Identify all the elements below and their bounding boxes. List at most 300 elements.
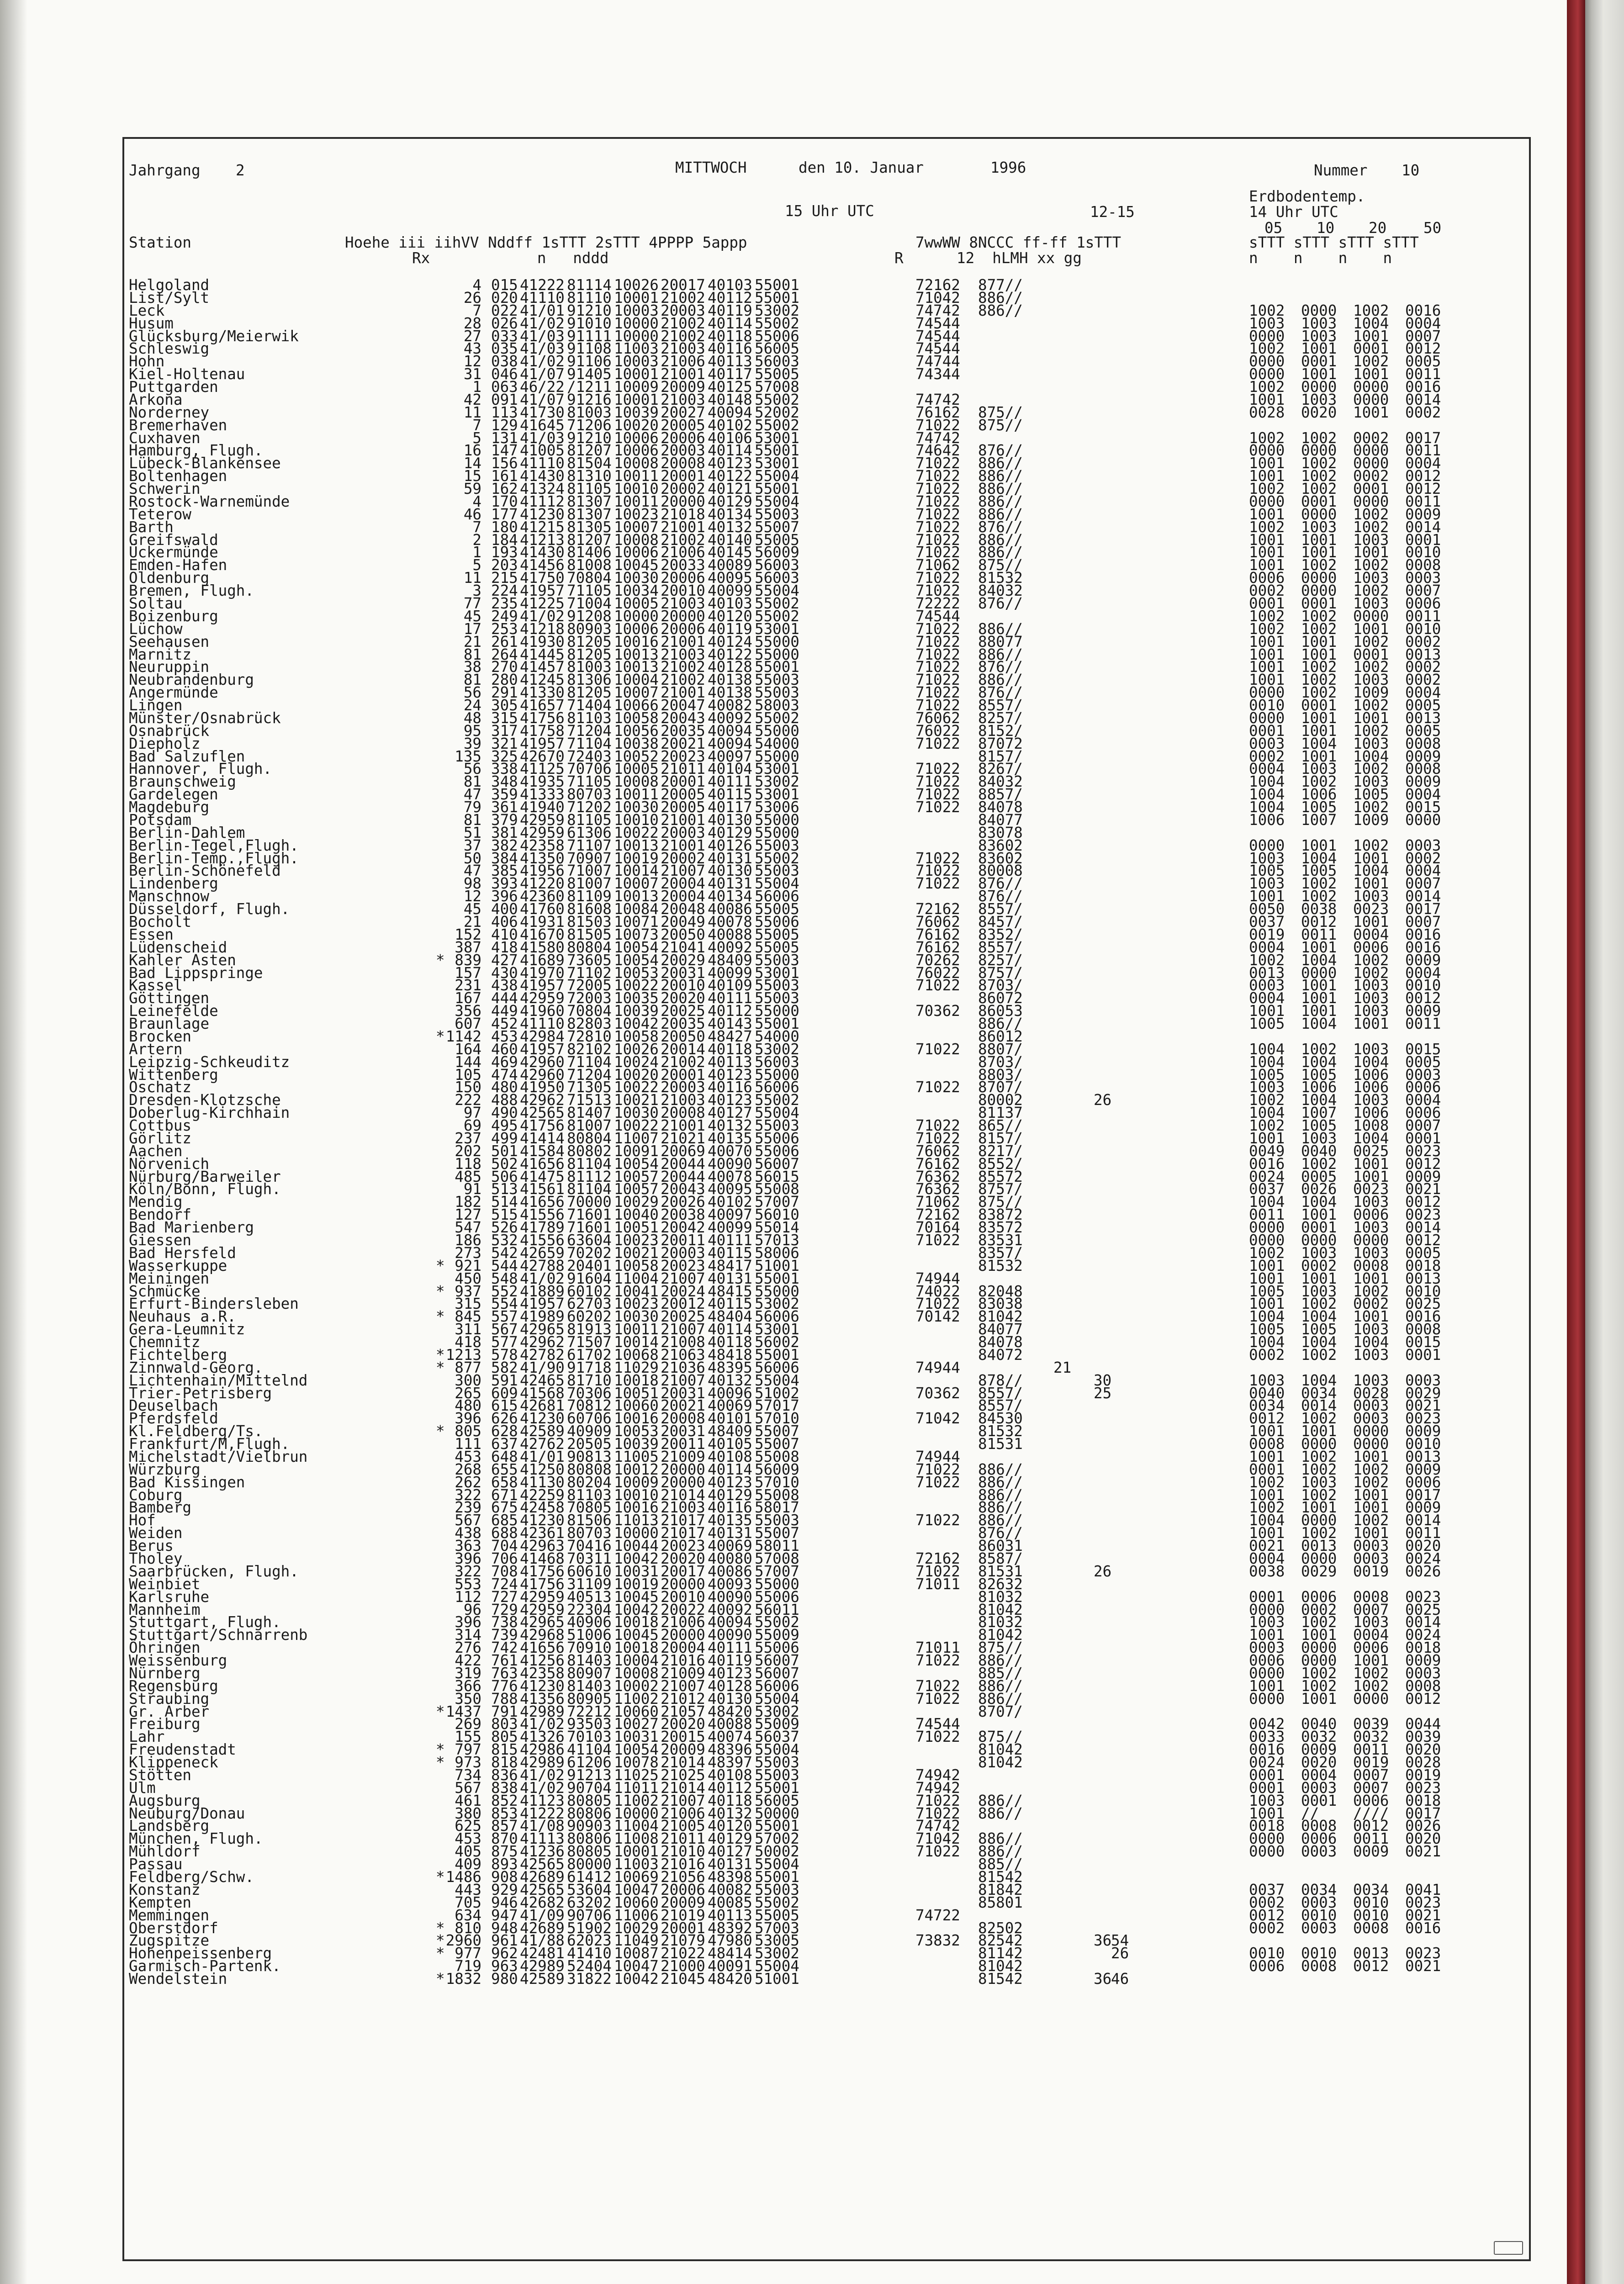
cell-ncc: 8217/ <box>978 1142 1023 1160</box>
cell-s2: 21001 <box>661 633 705 650</box>
cell-a5: 55000 <box>755 811 799 829</box>
cell-ww: 71042 <box>915 289 960 307</box>
cell-s1: 10022 <box>614 1079 659 1096</box>
cell-ncc: 885// <box>978 1856 1023 1873</box>
cell-iihvv: 41/02 <box>520 353 565 370</box>
cell-nddff: 70202 <box>567 1244 612 1262</box>
cell-nddff: 60610 <box>567 1562 612 1580</box>
cell-e50: 0006 <box>1405 1104 1441 1122</box>
cell-iii: 655 <box>491 1460 518 1478</box>
cell-nddff: 61206 <box>567 1754 612 1771</box>
cell-e20: 1002 <box>1353 633 1389 650</box>
cell-p4: 40111 <box>708 773 752 791</box>
cell-iii: 046 <box>491 365 518 383</box>
cell-e10: 1001 <box>1301 531 1337 549</box>
cell-p4: 40121 <box>708 480 752 498</box>
time-wx: 12-15 <box>1090 203 1135 221</box>
cell-hoehe: 461 <box>455 1792 481 1809</box>
cell-hoehe: 3 <box>472 582 481 600</box>
cell-s2: 20003 <box>661 1244 705 1262</box>
cell-iihvv: 41/03 <box>520 327 565 345</box>
cell-iii: 706 <box>491 1550 518 1567</box>
cell-e10: 1004 <box>1301 1091 1337 1109</box>
cell-station: Aachen <box>129 1142 183 1160</box>
cell-e05: 0000 <box>1249 327 1285 345</box>
cell-e50: 0016 <box>1405 925 1441 943</box>
cell-s1: 10031 <box>614 1728 659 1746</box>
cell-hoehe: 17 <box>463 620 481 638</box>
cell-a5: 55006 <box>755 1129 799 1147</box>
cell-iihvv: 41220 <box>520 875 565 893</box>
cell-e50: 0014 <box>1405 888 1441 905</box>
cell-e50: 0009 <box>1405 505 1441 523</box>
cell-s2: 21003 <box>661 645 705 663</box>
cell-a5: 55007 <box>755 518 799 536</box>
cell-ww: 71022 <box>915 518 960 536</box>
cell-e50: 0014 <box>1405 391 1441 408</box>
cell-e10: 1007 <box>1301 811 1337 829</box>
cell-e20: 1002 <box>1353 964 1389 982</box>
cell-iihvv: 41/02 <box>520 1715 565 1733</box>
cell-e10: 1003 <box>1301 314 1337 332</box>
cell-e20: 0001 <box>1353 480 1389 498</box>
cell-nddff: 81104 <box>567 1180 612 1198</box>
cell-iihvv: 41/02 <box>520 1779 565 1797</box>
cell-iii: 738 <box>491 1613 518 1631</box>
cell-station: Bremerhaven <box>129 416 227 434</box>
cell-ncc: 876// <box>978 518 1023 536</box>
cell-iihvv: 46/22 <box>520 378 565 396</box>
cell-e10: 1004 <box>1301 1193 1337 1211</box>
cell-iii: 338 <box>491 760 518 778</box>
cell-nddff: 73605 <box>567 951 612 969</box>
cell-hoehe: 21 <box>463 633 481 650</box>
cell-hoehe: 167 <box>455 989 481 1007</box>
cell-hoehe: 418 <box>455 1333 481 1351</box>
cell-iii: 261 <box>491 633 518 650</box>
soil-title: Erdbodentemp. <box>1249 188 1365 205</box>
cell-ncc: 81042 <box>978 1626 1023 1644</box>
cell-ncc: 84078 <box>978 798 1023 816</box>
cell-hoehe: 443 <box>455 1881 481 1898</box>
cell-e20: 1001 <box>1353 1308 1389 1326</box>
cell-e05: 0006 <box>1249 569 1285 587</box>
cell-s1: 10026 <box>614 276 659 294</box>
cell-e20: 0008 <box>1353 1257 1389 1274</box>
cell-ncc: 86072 <box>978 989 1023 1007</box>
cell-p4: 48427 <box>708 1027 752 1045</box>
cell-ww: 71022 <box>915 1129 960 1147</box>
cell-station: Kempten <box>129 1893 191 1911</box>
cell-e50: 0002 <box>1405 849 1441 867</box>
cell-s2: 21003 <box>661 391 705 408</box>
cell-nddff: 71102 <box>567 964 612 982</box>
cell-iii: 727 <box>491 1588 518 1606</box>
cell-tx: 21 <box>1053 1359 1072 1376</box>
cell-s2: 20009 <box>661 378 705 396</box>
cell-a5: 56006 <box>755 1079 799 1096</box>
cell-iihvv: 41230 <box>520 1512 565 1529</box>
cell-station: Oberstdorf <box>129 1919 218 1937</box>
cell-nddff: 81105 <box>567 811 612 829</box>
cell-p4: 40115 <box>708 786 752 804</box>
cell-p4: 48395 <box>708 1359 752 1376</box>
cell-ncc: 865// <box>978 1117 1023 1135</box>
soil-depth-20: 20 <box>1369 219 1387 237</box>
cell-a5: 58003 <box>755 697 799 714</box>
cell-p4: 40113 <box>708 353 752 370</box>
cell-iii: 406 <box>491 913 518 931</box>
cell-p4: 40134 <box>708 505 752 523</box>
cell-e10: 1002 <box>1301 455 1337 472</box>
cell-a5: 56007 <box>755 1652 799 1670</box>
cell-s1: 10042 <box>614 1970 659 1988</box>
cell-s2: 20044 <box>661 1155 705 1173</box>
cell-e10: 1002 <box>1301 620 1337 638</box>
cell-e05: 1001 <box>1249 1269 1285 1287</box>
cell-e20: 1001 <box>1353 1652 1389 1670</box>
cell-e05: 1002 <box>1249 429 1285 447</box>
cell-station: Freiburg <box>129 1715 201 1733</box>
cell-e20: 1003 <box>1353 773 1389 791</box>
cell-nddff: 70306 <box>567 1384 612 1402</box>
cell-e05: 0002 <box>1249 582 1285 600</box>
cell-nddff: 60102 <box>567 1282 612 1300</box>
cell-p4: 40108 <box>708 1766 752 1784</box>
cell-p4: 48415 <box>708 1282 752 1300</box>
cell-s2: 20020 <box>661 1550 705 1567</box>
cell-hoehe: 607 <box>455 1015 481 1033</box>
cell-iii: 453 <box>491 1027 518 1045</box>
cell-e10: 0010 <box>1301 1906 1337 1924</box>
cell-e05: 1002 <box>1249 1091 1285 1109</box>
cell-e50: 0011 <box>1405 607 1441 625</box>
cell-e05: 1003 <box>1249 1613 1285 1631</box>
cell-ww: 76022 <box>915 964 960 982</box>
cell-iihvv: 42589 <box>520 1422 565 1440</box>
cell-iii: 147 <box>491 442 518 460</box>
cell-iihvv: 41/02 <box>520 607 565 625</box>
cell-s2: 20000 <box>661 492 705 510</box>
cell-e05: 1001 <box>1249 658 1285 676</box>
cell-a5: 51002 <box>755 1384 799 1402</box>
cell-a5: 55004 <box>755 582 799 600</box>
cell-e05: 1004 <box>1249 1104 1285 1122</box>
cell-iii: 480 <box>491 1079 518 1096</box>
cell-p4: 40085 <box>708 1893 752 1911</box>
cell-ncc: 875// <box>978 1728 1023 1746</box>
cell-nddff: 51006 <box>567 1626 612 1644</box>
cell-hoehe: 47 <box>463 786 481 804</box>
cell-hoehe: 96 <box>463 1601 481 1618</box>
cell-hoehe: 314 <box>455 1626 481 1644</box>
cell-e20: 0000 <box>1353 442 1389 460</box>
cell-ww: 70362 <box>915 1384 960 1402</box>
cell-a5: 56005 <box>755 1792 799 1809</box>
cell-e20: 1001 <box>1353 849 1389 867</box>
cell-s2: 21011 <box>661 1830 705 1848</box>
cell-e05: 0003 <box>1249 735 1285 752</box>
cell-s1: 10053 <box>614 1422 659 1440</box>
cell-ncc: 81042 <box>978 1754 1023 1771</box>
cell-e50: 0021 <box>1405 1906 1441 1924</box>
cell-ncc: 8352/ <box>978 925 1023 943</box>
cell-iii: 685 <box>491 1512 518 1529</box>
cell-hoehe: 625 <box>455 1817 481 1835</box>
cell-ww: 71022 <box>915 505 960 523</box>
cell-e20: 1002 <box>1353 301 1389 319</box>
cell-ww: 71022 <box>915 1843 960 1861</box>
cell-e50: 0005 <box>1405 722 1441 740</box>
cell-e20: 0006 <box>1353 1639 1389 1657</box>
cell-iihvv: 42989 <box>520 1754 565 1771</box>
cell-iii: 742 <box>491 1639 518 1657</box>
cell-e10: 0009 <box>1301 1741 1337 1759</box>
cell-ncc: 82502 <box>978 1919 1023 1937</box>
cell-ncc: 8807/ <box>978 1040 1023 1058</box>
cell-iii: 162 <box>491 480 518 498</box>
cell-e20: 0000 <box>1353 1232 1389 1249</box>
cell-iihvv: 42965 <box>520 1613 565 1631</box>
cell-nddff: 61702 <box>567 1346 612 1364</box>
time-main: 15 Uhr UTC <box>785 202 874 220</box>
cell-e05: 0024 <box>1249 1754 1285 1771</box>
cell-station: Gera-Leumnitz <box>129 1321 245 1338</box>
cell-ff: 30 <box>1094 1371 1112 1389</box>
cell-nddff: 91108 <box>567 340 612 358</box>
cell-station: Zugspitze <box>129 1932 210 1950</box>
cell-ww: 71022 <box>915 1117 960 1135</box>
cell-hoehe: 12 <box>463 888 481 905</box>
cell-hoehe: 319 <box>455 1664 481 1682</box>
cell-e50: 0009 <box>1405 1460 1441 1478</box>
cell-station: List/Sylt <box>129 289 210 307</box>
cell-s2: 21008 <box>661 1333 705 1351</box>
cell-p4: 40130 <box>708 811 752 829</box>
cell-s2: 21001 <box>661 365 705 383</box>
cell-e20: 1001 <box>1353 1499 1389 1517</box>
cell-p4: 40131 <box>708 875 752 893</box>
cell-station: Cottbus <box>129 1117 191 1135</box>
cell-station: Ulm <box>129 1779 156 1797</box>
cell-a5: 53002 <box>755 1040 799 1058</box>
cell-station: Hohn <box>129 353 165 370</box>
cell-iii: 382 <box>491 836 518 854</box>
cell-ww: 74944 <box>915 1359 960 1376</box>
cell-ncc: 83872 <box>978 1206 1023 1224</box>
cell-e05: 1001 <box>1249 1002 1285 1020</box>
cell-ncc: 81842 <box>978 1881 1023 1898</box>
cell-iii: 675 <box>491 1499 518 1517</box>
cell-a5: 57013 <box>755 1232 799 1249</box>
cell-station: Doberlug-Kirchhain <box>129 1104 290 1122</box>
cell-a5: 56009 <box>755 1460 799 1478</box>
cell-a5: 57007 <box>755 1193 799 1211</box>
cell-s2: 20006 <box>661 569 705 587</box>
cell-iii: 724 <box>491 1575 518 1593</box>
cell-s2: 21022 <box>661 1945 705 1962</box>
cell-a5: 54000 <box>755 735 799 752</box>
cell-nddff: 40906 <box>567 1613 612 1631</box>
cell-hoehe: 1 <box>472 378 481 396</box>
cell-e05: 1004 <box>1249 1308 1285 1326</box>
cell-iihvv: 42358 <box>520 1664 565 1682</box>
cell-p4: 40094 <box>708 1613 752 1631</box>
cell-hoehe: 5 <box>472 429 481 447</box>
cell-s2: 21019 <box>661 1906 705 1924</box>
cell-s1: 10013 <box>614 658 659 676</box>
cell-a5: 55003 <box>755 684 799 702</box>
cell-a5: 55003 <box>755 862 799 880</box>
cell-a5: 55009 <box>755 1626 799 1644</box>
cell-iihvv: 41326 <box>520 1728 565 1746</box>
cell-station: Bad Hersfeld <box>129 1244 236 1262</box>
cell-s2: 20049 <box>661 913 705 931</box>
cell-s2: 21002 <box>661 314 705 332</box>
cell-ncc: 886// <box>978 531 1023 549</box>
cell-a5: 55007 <box>755 1435 799 1453</box>
cell-a5: 56003 <box>755 1053 799 1071</box>
cell-nddff: 81207 <box>567 531 612 549</box>
cell-ncc: 878// <box>978 1371 1023 1389</box>
cell-a5: 55001 <box>755 289 799 307</box>
cell-p4: 48414 <box>708 1945 752 1962</box>
cell-p4: 40078 <box>708 1168 752 1185</box>
cell-hoehe: 21 <box>463 913 481 931</box>
cell-p4: 40070 <box>708 1142 752 1160</box>
cell-s2: 20000 <box>661 1575 705 1593</box>
cell-e05: 0002 <box>1249 1919 1285 1937</box>
cell-s1: 10020 <box>614 1066 659 1084</box>
cell-iii: 280 <box>491 671 518 689</box>
cell-hoehe: 1832 <box>445 1970 481 1988</box>
cell-s1: 10054 <box>614 1741 659 1759</box>
cell-e50: 0016 <box>1405 301 1441 319</box>
cell-iihvv: 41930 <box>520 633 565 650</box>
cell-station: Memmingen <box>129 1906 210 1924</box>
cell-ww: 76062 <box>915 913 960 931</box>
cell-a5: 56006 <box>755 1359 799 1376</box>
cell-nddff: 72005 <box>567 977 612 994</box>
cell-ncc: 8707/ <box>978 1702 1023 1720</box>
cell-iihvv: 41730 <box>520 403 565 421</box>
cell-s1: 10010 <box>614 480 659 498</box>
cell-iihvv: 42681 <box>520 1397 565 1415</box>
cell-a5: 55003 <box>755 505 799 523</box>
cell-hoehe: 97 <box>463 1104 481 1122</box>
cell-hoehe: 79 <box>463 798 481 816</box>
cell-hoehe: 547 <box>455 1219 481 1237</box>
cell-e50: 0005 <box>1405 353 1441 370</box>
cell-hoehe: 350 <box>455 1690 481 1708</box>
cell-iihvv: 42670 <box>520 747 565 765</box>
cell-nddff: 80806 <box>567 1830 612 1848</box>
cell-a5: 55008 <box>755 1180 799 1198</box>
cell-nddff: 53604 <box>567 1881 612 1898</box>
cell-station: Diepholz <box>129 735 201 752</box>
cell-station: Puttgarden <box>129 378 218 396</box>
cell-a5: 55005 <box>755 1906 799 1924</box>
cell-e50: 0009 <box>1405 1499 1441 1517</box>
cell-iii: 193 <box>491 544 518 561</box>
cell-a5: 55001 <box>755 658 799 676</box>
cell-iihvv: 41125 <box>520 760 565 778</box>
cell-p4: 40095 <box>708 1180 752 1198</box>
cell-e10: 1002 <box>1301 1486 1337 1504</box>
cell-e10: 0008 <box>1301 1817 1337 1835</box>
cell-p4: 40094 <box>708 735 752 752</box>
cell-iii: 035 <box>491 340 518 358</box>
cell-nddff: 62023 <box>567 1932 612 1950</box>
cell-iihvv: 41556 <box>520 1232 565 1249</box>
cell-e50: 0002 <box>1405 633 1441 650</box>
cell-station: Coburg <box>129 1486 183 1504</box>
col-wx: 7wwWW 8NCCC ff-ff 1sTTT <box>915 234 1121 251</box>
cell-iihvv: 42259 <box>520 1486 565 1504</box>
cell-hoehe: 81 <box>463 811 481 829</box>
cell-p4: 40123 <box>708 1091 752 1109</box>
cell-iihvv: 42788 <box>520 1257 565 1274</box>
cell-iihvv: 41935 <box>520 773 565 791</box>
cell-e10: 1004 <box>1301 849 1337 867</box>
cell-nddff: 70910 <box>567 1639 612 1657</box>
cell-s2: 20000 <box>661 1626 705 1644</box>
cell-p4: 40099 <box>708 964 752 982</box>
cell-s1: 10007 <box>614 875 659 893</box>
cell-e05: 1002 <box>1249 607 1285 625</box>
cell-iihvv: 41584 <box>520 1142 565 1160</box>
cell-p4: 40117 <box>708 798 752 816</box>
cell-e05: 0000 <box>1249 365 1285 383</box>
cell-hoehe: 366 <box>455 1677 481 1695</box>
cell-a5: 55001 <box>755 1346 799 1364</box>
cell-ww: 74742 <box>915 1817 960 1835</box>
cell-iihvv: 41940 <box>520 798 565 816</box>
cell-station: Berlin-Temp.,Flugh. <box>129 849 299 867</box>
cell-s1: 11013 <box>614 1512 659 1529</box>
cell-hoehe: 405 <box>455 1843 481 1861</box>
cell-e10: 0011 <box>1301 925 1337 943</box>
cell-e50: 0004 <box>1405 862 1441 880</box>
cell-mark: * <box>436 1308 445 1326</box>
cell-nddff: 60706 <box>567 1410 612 1428</box>
cell-e10: 1002 <box>1301 1613 1337 1631</box>
cell-e10: 0000 <box>1301 1639 1337 1657</box>
cell-nddff: 81104 <box>567 1155 612 1173</box>
cell-s2: 20009 <box>661 1741 705 1759</box>
cell-iihvv: 41113 <box>520 1830 565 1848</box>
cell-e50: 0017 <box>1405 900 1441 918</box>
cell-iihvv: 42989 <box>520 1957 565 1975</box>
cell-e05: 1005 <box>1249 1066 1285 1084</box>
cell-e50: 0008 <box>1405 1321 1441 1338</box>
cell-e20: 0004 <box>1353 925 1389 943</box>
cell-s1: 10005 <box>614 760 659 778</box>
cell-ncc: 886// <box>978 480 1023 498</box>
cell-hoehe: 300 <box>455 1371 481 1389</box>
cell-e05: 0006 <box>1249 1652 1285 1670</box>
cell-p4: 40102 <box>708 1193 752 1211</box>
cell-iii: 554 <box>491 1295 518 1313</box>
cell-nddff: 71204 <box>567 1066 612 1084</box>
cell-e10: 0003 <box>1301 1919 1337 1937</box>
cell-nddff: 63604 <box>567 1232 612 1249</box>
cell-station: Leipzig-Schkeuditz <box>129 1053 290 1071</box>
cell-e20: 0001 <box>1353 645 1389 663</box>
cell-iii: 609 <box>491 1384 518 1402</box>
cell-ww: 71022 <box>915 1473 960 1491</box>
cell-e10: 1001 <box>1301 709 1337 727</box>
